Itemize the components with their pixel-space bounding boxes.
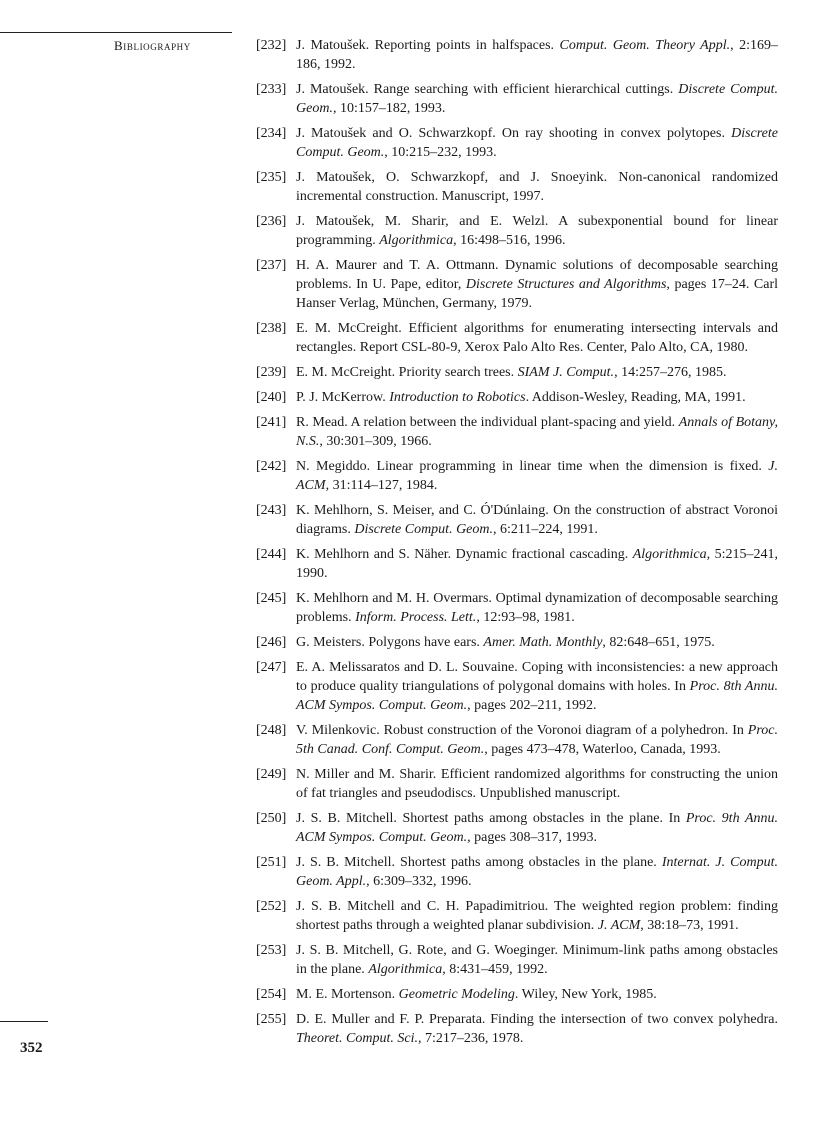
bibliography-entry bbox=[256, 721, 778, 759]
entry-label: [247] bbox=[256, 660, 287, 675]
entry-text-segment: , 16:498–516, 1996. bbox=[453, 233, 566, 248]
entry-text-segment: , 30:301–309, 1966. bbox=[319, 434, 432, 449]
entry-text-segment: , 8:431–459, 1992. bbox=[442, 962, 548, 977]
entry-text-italic: Theoret. Comput. Sci. bbox=[296, 1031, 418, 1046]
bibliography-entry bbox=[256, 658, 778, 715]
entry-text-segment: , pages 308–317, 1993. bbox=[467, 830, 597, 845]
bibliography-entry bbox=[256, 319, 778, 357]
entry-text bbox=[296, 388, 778, 407]
entry-text-segment: V. Milenkovic. Robust construction of the Voronoi diagram of a polyhedron. In bbox=[296, 723, 748, 738]
entry-text-italic: Amer. Math. Monthly bbox=[483, 635, 603, 650]
entry-text bbox=[296, 36, 778, 74]
entry-label: [255] bbox=[256, 1012, 287, 1027]
entry-text-italic: Discrete Comput. Geom. bbox=[354, 522, 494, 537]
entry-text-italic: Proc. 8th Annu. ACM Sympos. Comput. Geom. bbox=[296, 679, 778, 713]
entry-text-segment: , 10:215–232, 1993. bbox=[384, 145, 497, 160]
entry-text bbox=[296, 897, 778, 935]
entry-text-segment: , pages 202–211, 1992. bbox=[467, 698, 597, 713]
bibliography-entry bbox=[256, 809, 778, 847]
entry-text bbox=[296, 589, 778, 627]
bibliography-entry bbox=[256, 941, 778, 979]
entry-text-segment: J. Matoušek, O. Schwarzkopf, and J. Snoeyink. Non-canonical randomized incremental construction. Manuscript, 1997. bbox=[296, 170, 778, 204]
entry-text-segment: R. Mead. A relation between the individual plant-spacing and yield. bbox=[296, 415, 679, 430]
entry-text-segment: J. Matoušek, M. Sharir, and E. Welzl. A subexponential bound for linear programming. bbox=[296, 214, 778, 248]
entry-text-italic: Discrete Comput. Geom. bbox=[296, 82, 778, 116]
entry-text-segment: J. S. B. Mitchell. Shortest paths among obstacles in the plane. bbox=[296, 855, 662, 870]
bibliography-entry bbox=[256, 545, 778, 583]
bibliography-entry bbox=[256, 897, 778, 935]
entry-label: [245] bbox=[256, 591, 287, 606]
entry-text bbox=[296, 633, 778, 652]
entry-label: [234] bbox=[256, 126, 287, 141]
bibliography-entry bbox=[256, 765, 778, 803]
entry-text-segment: E. M. McCreight. Efficient algorithms for enumerating intersecting intervals and rectangles. Report CSL-80-9, Xerox Palo Alto Res. Center, Palo Alto, CA, 1980. bbox=[296, 321, 778, 355]
entry-text-segment: , 6:309–332, 1996. bbox=[366, 874, 472, 889]
entry-text-segment: , 7:217–236, 1978. bbox=[417, 1031, 524, 1046]
entry-text-italic: SIAM J. Comput. bbox=[517, 365, 615, 380]
entry-text bbox=[296, 168, 778, 206]
entry-text-segment: G. Meisters. Polygons have ears. bbox=[296, 635, 484, 650]
bibliography-entry bbox=[256, 413, 778, 451]
bibliography-entry bbox=[256, 1010, 778, 1048]
entry-text-segment: J. S. B. Mitchell and C. H. Papadimitriou. The weighted region problem: finding shortest paths through a weighted planar subdivision. bbox=[296, 899, 778, 933]
entry-text bbox=[296, 853, 778, 891]
bibliography-entry bbox=[256, 457, 778, 495]
bibliography-entry bbox=[256, 388, 778, 407]
entry-text-italic: Geometric Modeling bbox=[398, 987, 515, 1002]
entry-text-italic: Algorithmica bbox=[632, 547, 707, 562]
entry-label: [235] bbox=[256, 170, 287, 185]
entry-label: [238] bbox=[256, 321, 287, 336]
bibliography-entry bbox=[256, 985, 778, 1004]
entry-text bbox=[296, 765, 778, 803]
entry-text-italic: Annals of Botany, N.S. bbox=[296, 415, 778, 449]
entry-text bbox=[296, 212, 778, 250]
entry-text-segment: J. Matoušek. Reporting points in halfspaces. bbox=[296, 38, 560, 53]
entry-text bbox=[296, 80, 778, 118]
entry-label: [236] bbox=[256, 214, 287, 229]
bibliography-entry bbox=[256, 256, 778, 313]
entry-text-italic: Discrete Comput. Geom. bbox=[296, 126, 778, 160]
entry-text bbox=[296, 721, 778, 759]
top-rule bbox=[0, 32, 232, 33]
entry-text bbox=[296, 985, 778, 1004]
bibliography-entry bbox=[256, 363, 778, 382]
entry-text-segment: , 14:257–276, 1985. bbox=[614, 365, 727, 380]
entry-text-segment: , pages 473–478, Waterloo, Canada, 1993. bbox=[484, 742, 721, 757]
bibliography-list bbox=[256, 36, 778, 1054]
entry-label: [250] bbox=[256, 811, 287, 826]
page-number: 352 bbox=[20, 1040, 43, 1056]
entry-text-italic: Internat. J. Comput. Geom. Appl. bbox=[296, 855, 778, 889]
entry-label: [244] bbox=[256, 547, 287, 562]
entry-text-segment: K. Mehlhorn, S. Meiser, and C. Ó'Dúnlaing. On the construction of abstract Voronoi diagrams. bbox=[296, 503, 778, 537]
entry-text-segment: . Wiley, New York, 1985. bbox=[514, 987, 657, 1002]
entry-label: [237] bbox=[256, 258, 287, 273]
entry-text bbox=[296, 809, 778, 847]
bibliography-entry bbox=[256, 589, 778, 627]
entry-label: [246] bbox=[256, 635, 287, 650]
entry-text-italic: Introduction to Robotics bbox=[389, 390, 526, 405]
entry-label: [239] bbox=[256, 365, 287, 380]
entry-label: [253] bbox=[256, 943, 287, 958]
entry-text-segment: , 10:157–182, 1993. bbox=[332, 101, 446, 116]
entry-label: [233] bbox=[256, 82, 287, 97]
entry-text-segment: , 38:18–73, 1991. bbox=[640, 918, 739, 933]
entry-text-segment: M. E. Mortenson. bbox=[296, 987, 399, 1002]
running-head: Bibliography bbox=[114, 38, 191, 53]
entry-text-segment: J. S. B. Mitchell. Shortest paths among obstacles in the plane. In bbox=[296, 811, 686, 826]
entry-text-italic: Discrete Structures and Algorithms bbox=[465, 277, 667, 292]
entry-text-segment: E. A. Melissaratos and D. L. Souvaine. Coping with inconsistencies: a new approach to produce quality triangulations of polygonal domains with holes. In bbox=[296, 660, 778, 694]
entry-label: [249] bbox=[256, 767, 287, 782]
entry-text bbox=[296, 941, 778, 979]
entry-text bbox=[296, 256, 778, 313]
entry-text-italic: J. ACM bbox=[296, 459, 778, 493]
entry-text-segment: , 6:211–224, 1991. bbox=[493, 522, 598, 537]
entry-label: [243] bbox=[256, 503, 287, 518]
entry-text-segment: K. Mehlhorn and M. H. Overmars. Optimal dynamization of decomposable searching problems. bbox=[296, 591, 778, 625]
entry-label: [240] bbox=[256, 390, 287, 405]
entry-text-segment: J. S. B. Mitchell, G. Rote, and G. Woeginger. Minimum-link paths among obstacles in the plane. bbox=[296, 943, 778, 977]
entry-text-segment: , 82:648–651, 1975. bbox=[602, 635, 715, 650]
entry-text bbox=[296, 124, 778, 162]
entry-text-segment: E. M. McCreight. Priority search trees. bbox=[296, 365, 518, 380]
entry-label: [254] bbox=[256, 987, 287, 1002]
entry-label: [232] bbox=[256, 38, 287, 53]
entry-label: [241] bbox=[256, 415, 287, 430]
entry-text-segment: , 12:93–98, 1981. bbox=[476, 610, 575, 625]
bibliography-entry bbox=[256, 168, 778, 206]
entry-text-segment: P. J. McKerrow. bbox=[296, 390, 390, 405]
entry-text bbox=[296, 501, 778, 539]
entry-text-segment: H. A. Maurer and T. A. Ottmann. Dynamic solutions of decomposable searching problems. In U. Pape, editor, bbox=[296, 258, 778, 292]
entry-text-segment: N. Miller and M. Sharir. Efficient randomized algorithms for constructing the union of fat triangles and pseudodiscs. Unpublished manuscript. bbox=[296, 767, 778, 801]
entry-text-segment: , 2:169–186, 1992. bbox=[296, 38, 779, 72]
entry-text-segment: , 31:114–127, 1984. bbox=[325, 478, 438, 493]
entry-text bbox=[296, 363, 778, 382]
entry-text bbox=[296, 457, 778, 495]
entry-label: [248] bbox=[256, 723, 287, 738]
bibliography-entry bbox=[256, 501, 778, 539]
bibliography-entry bbox=[256, 853, 778, 891]
entry-text-segment: , pages 17–24. Carl Hanser Verlag, München, Germany, 1979. bbox=[296, 277, 778, 311]
entry-text-segment: D. E. Muller and F. P. Preparata. Finding the intersection of two convex polyhedra. bbox=[296, 1012, 778, 1027]
entry-text-segment: N. Megiddo. Linear programming in linear time when the dimension is fixed. bbox=[296, 459, 769, 474]
entry-text bbox=[296, 545, 778, 583]
entry-text-segment: . Addison-Wesley, Reading, MA, 1991. bbox=[525, 390, 746, 405]
entry-text bbox=[296, 319, 778, 357]
entry-text-segment: J. Matoušek. Range searching with efficient hierarchical cuttings. bbox=[296, 82, 679, 97]
entry-text bbox=[296, 658, 778, 715]
entry-text-italic: Inform. Process. Lett. bbox=[355, 610, 477, 625]
entry-text-italic: Proc. 5th Canad. Conf. Comput. Geom. bbox=[296, 723, 778, 757]
bibliography-entry bbox=[256, 633, 778, 652]
bibliography-entry bbox=[256, 212, 778, 250]
entry-text-italic: Comput. Geom. Theory Appl. bbox=[559, 38, 731, 53]
entry-text-italic: Proc. 9th Annu. ACM Sympos. Comput. Geom. bbox=[296, 811, 778, 845]
entry-text-italic: J. ACM bbox=[597, 918, 641, 933]
entry-text-segment: J. Matoušek and O. Schwarzkopf. On ray shooting in convex polytopes. bbox=[296, 126, 732, 141]
bibliography-entry bbox=[256, 80, 778, 118]
entry-label: [251] bbox=[256, 855, 287, 870]
entry-text-segment: K. Mehlhorn and S. Näher. Dynamic fractional cascading. bbox=[296, 547, 633, 562]
entry-text-segment: , 5:215–241, 1990. bbox=[296, 547, 778, 581]
bibliography-entry bbox=[256, 36, 778, 74]
entry-text bbox=[296, 1010, 778, 1048]
entry-text bbox=[296, 413, 778, 451]
entry-label: [252] bbox=[256, 899, 287, 914]
entry-label: [242] bbox=[256, 459, 287, 474]
bottom-rule bbox=[0, 1021, 48, 1022]
bibliography-entry bbox=[256, 124, 778, 162]
entry-text-italic: Algorithmica bbox=[368, 962, 443, 977]
entry-text-italic: Algorithmica bbox=[379, 233, 454, 248]
